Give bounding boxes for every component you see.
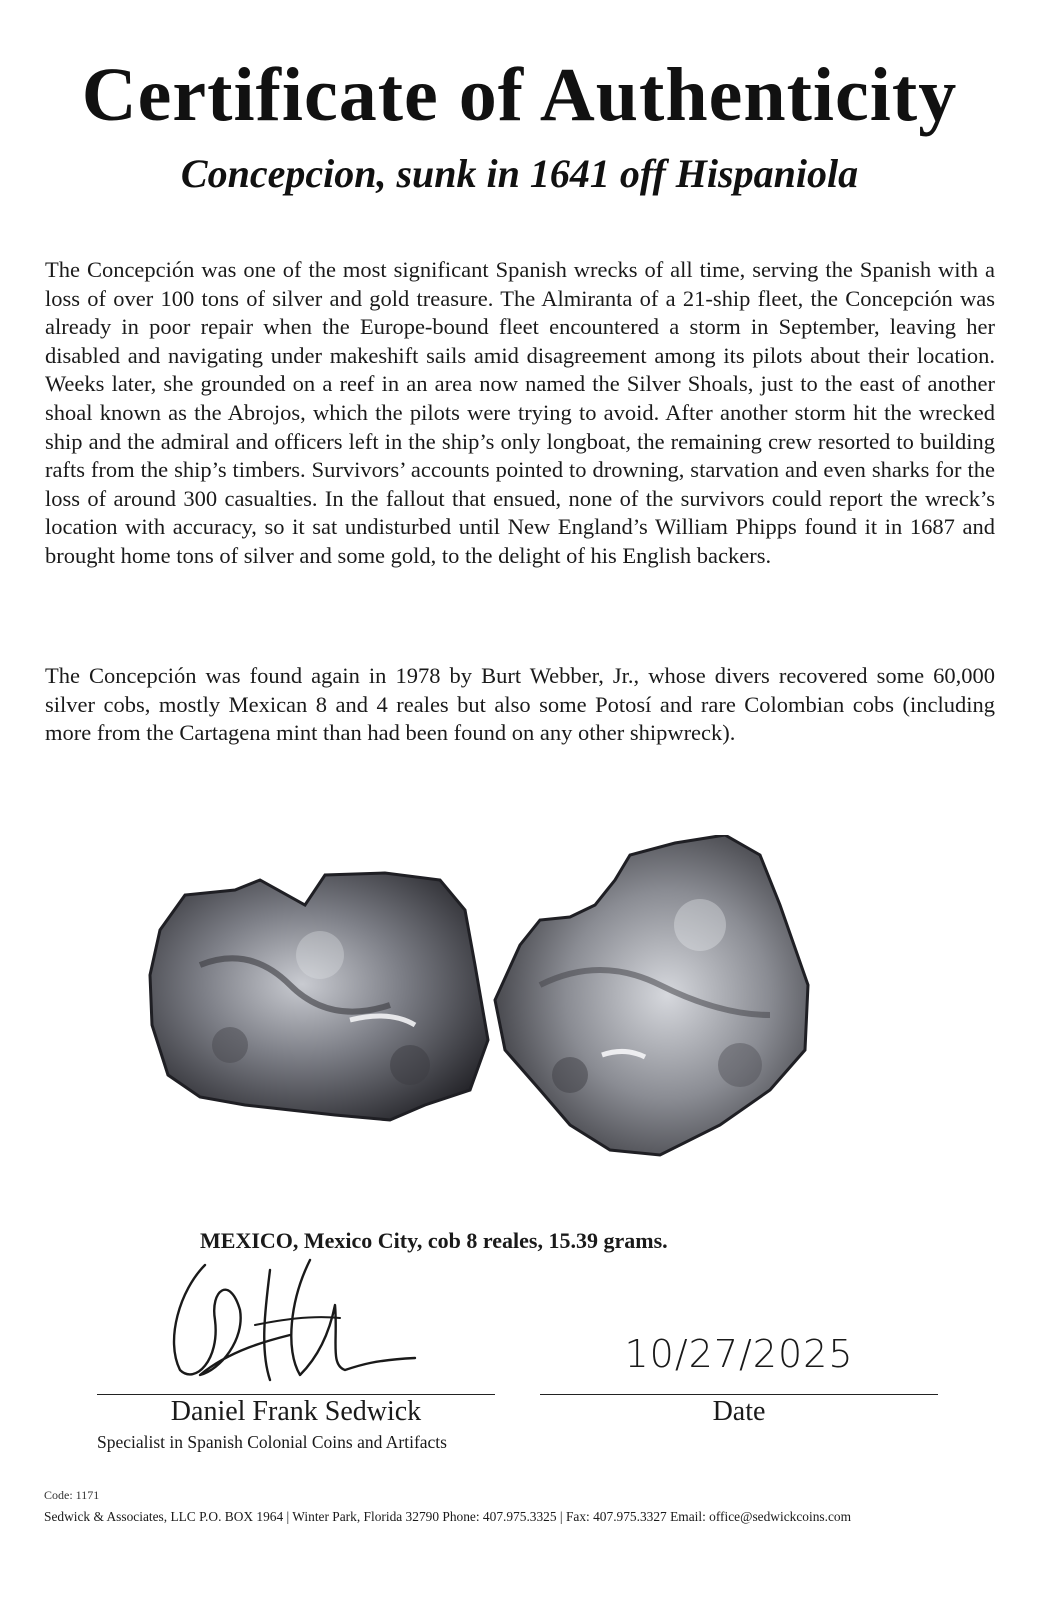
certificate-code: Code: 1171 — [44, 1488, 100, 1502]
coin-photo — [140, 835, 840, 1175]
history-paragraph-1: The Concepción was one of the most significant Spanish wrecks of all time, serving the Spanish with a loss of over 100 tons of silver and gold treasure. The Almiranta of a 21-ship fleet, the Concepción was already in poor repair when the Europe-bound fleet encountered a storm in September, leaving her disabled and navigating under makeshift sails amid disagreement among its pilots about their location. Weeks later, she grounded on a reef in an area now named the Silver Shoals, just to the east of another shoal known as the Abrojos, which the pilots were trying to avoid. After another storm hit the wrecked ship and the admiral and officers left in the ship’s only longboat, the remaining crew resorted to building rafts from the ship’s timbers. Survivors’ accounts pointed to drowning, starvation and even sharks for the loss of around 300 casualties. In the fallout that ensued, none of the survivors could report the wreck’s location with accuracy, so it sat undisturbed until New England’s William Phipps found it in 1687 and brought home tons of silver and some gold, to the delight of his English backers. — [45, 257, 995, 568]
signer-title: Specialist in Spanish Colonial Coins and Artifacts — [97, 1432, 447, 1452]
signer-name: Daniel Frank Sedwick — [170, 1396, 422, 1427]
date-label: Date — [712, 1396, 766, 1427]
history-paragraph-2: The Concepción was found again in 1978 by Burt Webber, Jr., whose divers recovered some 60,000 silver cobs, mostly Mexican 8 and 4 reales but also some Potosí and rare Colombian cobs (including more from the Cartagena mint than had been found on any other shipwreck). — [45, 663, 995, 746]
signature-line — [97, 1394, 495, 1395]
certificate-subtitle: Concepcion, sunk in 1641 off Hispaniola — [180, 151, 859, 196]
date-line — [540, 1394, 938, 1395]
certificate-title: Certificate of Authenticity — [81, 53, 958, 137]
coin-reverse — [495, 835, 808, 1155]
signature-image — [160, 1250, 430, 1390]
certificate-date: 10/27/2025 — [624, 1332, 854, 1376]
coin-obverse — [150, 873, 488, 1120]
coin-description: MEXICO, Mexico City, cob 8 reales, 15.39 grams. — [200, 1228, 668, 1253]
company-contact: Sedwick & Associates, LLC P.O. BOX 1964 | Winter Park, Florida 32790 Phone: 407.975.3325 | Fax: 407.975.3327 Email: office@sedwickcoins.com — [44, 1509, 852, 1524]
